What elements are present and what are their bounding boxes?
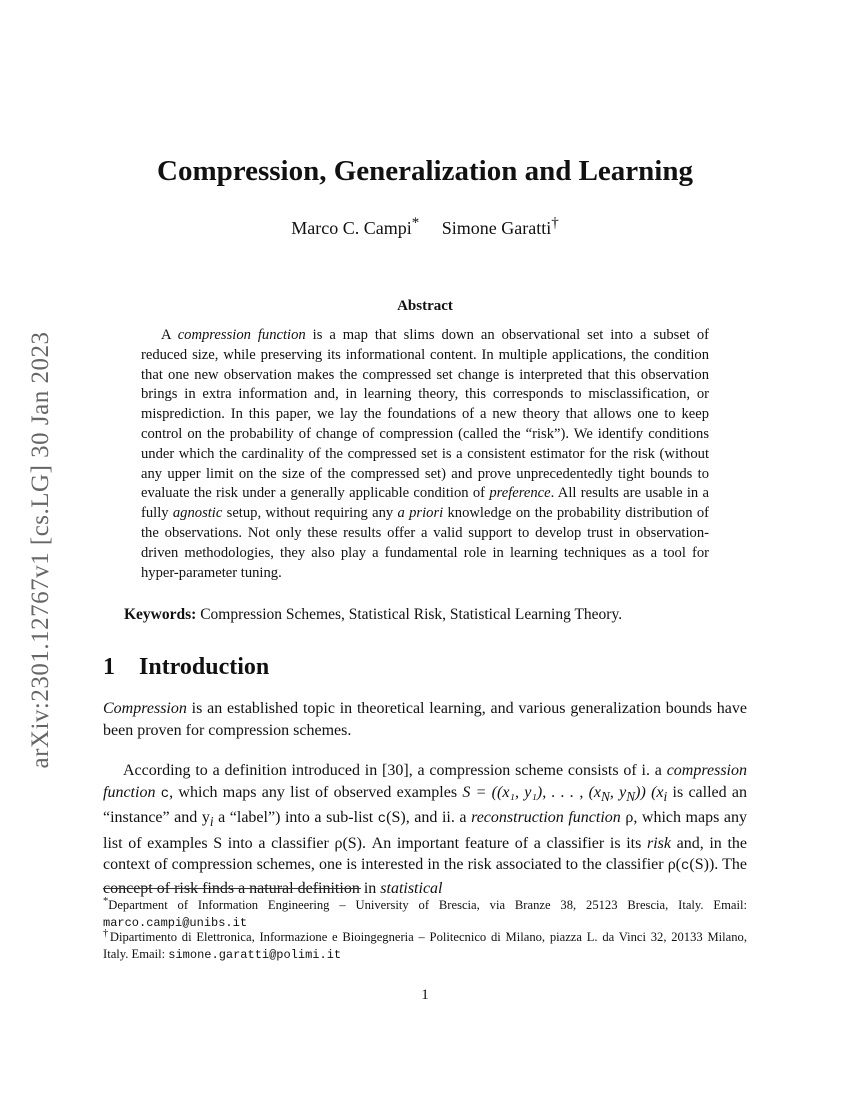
abstract-emph: compression function bbox=[177, 327, 306, 343]
intro-emph: statistical bbox=[380, 879, 443, 897]
abstract-emph: a priori bbox=[397, 505, 444, 522]
intro-math: = ((x₁, y₁), . . . , (x bbox=[470, 783, 602, 801]
intro-text: (S), and ii. a bbox=[386, 809, 472, 827]
footnote-text: Department of Information Engineering – University of Brescia, via Branze 38, 25123 Brescia, Italy. Email: bbox=[108, 898, 747, 913]
email-link[interactable]: simone.garatti@polimi.it bbox=[168, 948, 342, 963]
section-heading bbox=[103, 654, 269, 681]
footnote-mark: † bbox=[103, 928, 110, 939]
email-link[interactable]: marco.campi@unibs.it bbox=[103, 916, 248, 931]
abstract-text: is a map that slims down an observational set into a subset of reduced size, while preserving its informational content. In multiple applications, the condition that one new observation makes the compressed set change is interpreted that this observation brings in extra information and, in learning theory, this corresponds to misclassification, or misprediction. In this paper, we lay the foundations of a new theory that allows one to keep control on the probability of change of compression (called the “risk”). We identify conditions under which the cardinality of the compressed set is a consistent estimator for the risk (without any upper limit on the size of the compressed set) and prove unprecedentedly tight bounds to evaluate the risk under a generally applicable condition of bbox=[141, 327, 709, 502]
intro-text: ρ, which maps any list of examples S into a classifier ρ(S). An important feature of a classifier is its bbox=[103, 809, 747, 852]
author-garatti: Simone Garatti bbox=[441, 218, 552, 238]
paper-title: Compression, Generalization and Learning bbox=[157, 155, 693, 187]
footnote-rule bbox=[103, 888, 361, 889]
intro-mono: c bbox=[377, 811, 387, 828]
intro-math-sub: N bbox=[601, 788, 610, 804]
intro-paragraph-1 bbox=[103, 698, 747, 741]
intro-text: , which maps any list of observed examples bbox=[169, 783, 463, 801]
footnote-text: Dipartimento di Elettronica, Informazione e Bioingegneria – Politecnico di Milano, piazza L. da Vinci 32, 20133 Milano, Italy. Email: bbox=[103, 930, 747, 962]
abstract-text: setup, without requiring any bbox=[222, 505, 398, 522]
abstract-emph: agnostic bbox=[172, 505, 223, 522]
intro-mono: c bbox=[160, 785, 170, 802]
intro-math: S bbox=[462, 783, 471, 801]
arxiv-sidebar bbox=[18, 300, 63, 800]
intro-emph: compression function bbox=[103, 762, 747, 801]
abstract-text: knowledge on the probability distribution of the observations. Not only these results offer a valid support to develop trust in observation-driven methodologies, they also play a fundamental role in learning techniques as a tool for hyper-parameter tuning. bbox=[141, 505, 709, 581]
intro-text: a “label”) into a sub-list bbox=[213, 809, 378, 827]
intro-paragraph-2 bbox=[103, 760, 747, 899]
intro-mono: c bbox=[681, 858, 690, 875]
abstract-text: A bbox=[161, 327, 178, 343]
section-title: Introduction bbox=[139, 654, 270, 680]
intro-math: )) (x bbox=[635, 783, 664, 801]
intro-text: is an established topic in theoretical learning, and various generalization bounds have been proven for compression schemes. bbox=[103, 700, 747, 739]
intro-math: , y bbox=[609, 783, 627, 801]
arxiv-id-stamp: arXiv:2301.12767v1 [cs.LG] 30 Jan 2023 bbox=[26, 331, 54, 769]
page-number: 1 bbox=[421, 987, 429, 1003]
abstract-heading: Abstract bbox=[397, 298, 453, 314]
intro-emph: risk bbox=[646, 834, 671, 852]
author-garatti-mark: † bbox=[551, 215, 559, 231]
intro-emph: Compression bbox=[103, 700, 187, 717]
footnote-mark: * bbox=[103, 896, 109, 907]
intro-text: (S)). The concept of risk finds a natural definition in bbox=[103, 856, 748, 897]
footnote-2 bbox=[103, 925, 747, 964]
keywords-text: Compression Schemes, Statistical Risk, Statistical Learning Theory. bbox=[196, 606, 623, 623]
keywords-label: Keywords: bbox=[124, 606, 197, 623]
intro-math-sub: i bbox=[209, 814, 214, 830]
author-campi-mark: * bbox=[411, 215, 420, 231]
intro-text: and, in the context of compression schemes, one is interested in the risk associated to the classifier ρ( bbox=[103, 834, 747, 874]
author-campi: Marco C. Campi bbox=[291, 218, 412, 238]
intro-text: is called an “instance” and y bbox=[103, 783, 748, 827]
author-line bbox=[0, 215, 850, 239]
intro-math-sub: i bbox=[663, 788, 668, 804]
intro-math-sub: N bbox=[626, 788, 636, 804]
abstract-body bbox=[141, 326, 709, 583]
intro-text: According to a definition introduced in [30], a compression scheme consists of i. a bbox=[123, 762, 667, 779]
abstract-text: . All results are usable in a fully bbox=[141, 485, 709, 522]
abstract-emph: preference bbox=[489, 485, 551, 502]
intro-emph: reconstruction function bbox=[471, 809, 621, 827]
keywords-line bbox=[124, 606, 744, 624]
section-number: 1 bbox=[103, 654, 115, 680]
